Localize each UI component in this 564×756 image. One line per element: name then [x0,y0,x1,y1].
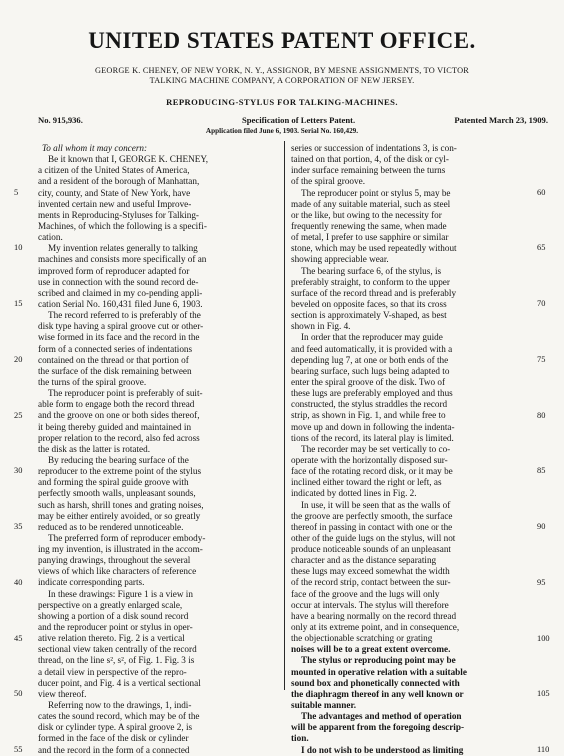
line-number: 100 [537,633,550,643]
text-line: use in connection with the sound record de- [38,276,199,287]
text-line: will be apparent from the foregoing descrip- [291,722,465,733]
text-line: the diaphragm thereof in any well known or [291,688,464,699]
text-line: My invention relates generally to talking [48,243,198,254]
text-line: suitable manner. [291,700,357,711]
text-line: constructed, the stylus straddles the record [291,399,448,410]
text-line: mounted in operative relation with a suitable [291,666,467,677]
text-line: The reproducer point is preferably of suit- [48,388,203,399]
text-line: contained on the thread or that portion of [38,354,189,365]
text-line: and forming the spiral guide groove with [38,477,189,488]
text-line: The recorder may be set vertically to co- [301,443,451,454]
text-line: character and as the distance separating [291,555,437,566]
text-line: and the record in the form of a connected [38,744,190,755]
left-column [38,143,278,756]
text-line: other of the guide lugs on the stylus, will not [291,532,456,543]
text-line: able form to engage both the record thread [38,399,195,410]
text-line: or the like, but owing to the necessity for [291,209,442,220]
text-line: I do not wish to be understood as limiting [301,744,464,755]
text-line: of the record strip, contact between the sur- [291,577,451,588]
line-number: 95 [537,577,546,587]
text-line: made of any suitable material, such as steel [291,198,451,209]
text-line: In use, it will be seen that as the walls of [301,499,451,510]
text-line: To all whom it may concern: [42,143,148,153]
text-line: inclined either toward the right or left, as [291,477,442,488]
office-heading: UNITED STATES PATENT OFFICE. [88,28,476,53]
line-number: 60 [537,187,546,197]
text-line: In these drawings: Figure 1 is a view in [48,588,193,599]
text-line: tion. [291,733,309,744]
text-line: scribed and claimed in my co-pending appli- [38,287,203,298]
text-line: strip, as shown in Fig. 1, and while free to [291,410,446,421]
text-line: The preferred form of reproducer embody- [48,532,206,543]
text-line: cates the sound record, which may be of the [38,711,200,722]
text-line: Be it known that I, GEORGE K. CHENEY, [48,154,209,165]
line-number: 75 [537,354,546,364]
text-line: the disk as the latter is rotated. [38,443,151,454]
text-line: and the groove on one or both sides thereof, [38,410,200,421]
assignment-line: GEORGE K. CHENEY, OF NEW YORK, N. Y., ASSIGNOR, BY MESNE ASSIGNMENTS, TO VICTOR [94,66,470,75]
line-number: 65 [537,243,546,253]
text-line: frequently renewing the same, when made [291,220,447,231]
text-line: the turns of the spiral groove. [38,376,147,387]
assignment-line: TALKING MACHINE COMPANY, A CORPORATION OF NEW JERSEY. [149,76,415,85]
text-line: thread, on the line s², s², of Fig. 1. Fig. 3 is [38,655,195,666]
text-line: views of which like characters of reference [38,566,197,577]
text-line: reproducer to the extreme point of the stylus [38,466,202,477]
text-line: such as harsh, shrill tones and grating noises, [38,499,204,510]
text-line: of metal, I prefer to use sapphire or similar [291,232,449,243]
text-line: The stylus or reproducing point may be [301,655,456,666]
text-line: The bearing surface 6, of the stylus, is [301,265,442,276]
line-number: 45 [14,633,23,643]
text-line: and feed automatically, it is provided with a [291,343,453,354]
text-line: tained on that portion, 4, of the disk or cyl- [291,154,449,165]
text-line: perspective on a greatly enlarged scale, [38,599,183,610]
line-number: 70 [537,299,546,309]
line-number: 50 [14,689,23,699]
specification-label: Specification of Letters Patent. [242,115,356,125]
text-line: face of the groove and the lugs will only [291,588,440,599]
patented-date: Patented March 23, 1909. [454,115,548,125]
application-filed-line: Application filed June 6, 1903. Serial No. 160,429. [205,127,359,135]
right-column [291,143,527,756]
text-line: cation Serial No. 160,431 filed June 6, 1903. [38,298,203,309]
text-line: sound box and phonetically connected with [291,677,460,688]
text-line: inder surface remaining between the turns [291,165,446,176]
line-number: 80 [537,410,546,420]
text-line: In order that the reproducer may guide [301,332,443,343]
text-line: ing my invention, is illustrated in the accom- [38,544,203,555]
text-line: bearing surface, such lugs being adapted to [291,365,450,376]
text-line: Machines, of which the following is a specifi- [38,220,207,231]
text-line: move up and down in following the indenta- [291,421,455,432]
text-line: ative relation thereto. Fig. 2 is a vertical [38,633,185,644]
text-line: preferably straight, to conform to the upper [291,276,450,287]
text-line: produce noticeable sounds of an unpleasant [291,544,451,555]
text-line: stone, which may be used repeatedly without [291,243,457,254]
line-number: 15 [14,299,23,309]
text-line: improved form of reproducer adapted for [38,265,190,276]
text-line: occur at intervals. The stylus will therefore [291,599,449,610]
text-line: disk or cylinder type. A spiral groove 2, is [38,722,193,733]
text-line: indicate corresponding parts. [38,577,145,588]
text-line: operate with the horizontally disposed sur- [291,454,448,465]
text-line: By reducing the bearing surface of the [48,454,189,465]
text-line: showing appreciable wear. [291,254,389,265]
line-number: 105 [537,689,550,699]
text-line: The advantages and method of operation [301,711,462,722]
text-line: sectional view taken centrally of the record [38,644,197,655]
line-number: 55 [14,745,23,755]
text-line: only at its extreme point, and in consequence, [291,622,460,633]
text-line: a detail view in perspective of the repro- [38,666,187,677]
text-line: enter the spiral groove of the disk. Two of [291,376,446,387]
text-line: noises will be to a great extent overcome. [291,644,451,655]
text-line: series or succession of indentations 3, is con- [291,143,457,153]
line-number: 30 [14,466,23,476]
text-line: invented certain new and useful Improve- [38,198,192,209]
text-line: the groove are perfectly smooth, the surface [291,510,453,521]
text-line: these lugs are preferably employed and thus [291,388,453,399]
text-line: view thereof. [38,688,87,699]
text-line: perfectly smooth walls, unpleasant sounds, [38,488,196,499]
assignment-statement [14,66,550,86]
line-number: 10 [14,243,23,253]
text-line: indicated by dotted lines in Fig. 2. [291,488,417,499]
text-line: form of a connected series of indentations [38,343,193,354]
text-line: Referring now to the drawings, 1, indi- [48,700,192,711]
line-number: 110 [537,745,550,755]
line-number: 40 [14,577,23,587]
line-number: 20 [14,354,23,364]
text-line: showing a portion of a disk sound record [38,610,189,621]
patent-number: No. 915,936. [38,115,83,125]
text-line: shown in Fig. 4. [291,321,351,332]
text-line: cation. [38,232,63,243]
text-line: and a resident of the borough of Manhattan, [38,176,200,187]
text-line: ments in Reproducing-Styluses for Talking- [38,209,199,220]
text-line: section is approximately V-shaped, as best [291,310,447,321]
text-line: The reproducer point or stylus 5, may be [301,187,451,198]
text-line: have a bearing normally on the record thread [291,610,457,621]
text-line: of the spiral groove. [291,176,365,187]
text-line: beveled on opposite faces, so that its cross [291,298,447,309]
text-line: the surface of the disk remaining between [38,365,192,376]
text-line: reduced as to be rendered unnoticeable. [38,521,184,532]
column-divider [284,141,285,690]
text-line: machines and consists more specifically of an [38,254,207,265]
patent-meta-line [38,115,548,127]
text-line: city, county, and State of New York, have [38,187,191,198]
text-line: tions of the record, its lateral play is limited. [291,432,454,443]
invention-title: REPRODUCING-STYLUS FOR TALKING-MACHINES. [166,97,398,107]
text-line: proper relation to the record, also fed across [38,432,200,443]
text-line: the objectionable scratching or grating [291,633,433,644]
text-line: The record referred to is preferably of the [48,310,201,321]
text-line: face of the rotating record disk, or it may be [291,466,453,477]
text-line: surface of the record thread and is preferably [291,287,457,298]
text-line: a citizen of the United States of America, [38,165,190,176]
text-line: ducer point, and Fig. 4 is a vertical sectional [38,677,201,688]
text-line: it being thereby guided and maintained in [38,421,192,432]
text-line: disk type having a spiral groove cut or other- [38,321,204,332]
text-line: formed in the face of the disk or cylinder [38,733,189,744]
text-line: thereof in passing in contact with one or the [291,521,453,532]
text-line: panying drawings, throughout the several [38,555,191,566]
text-line: wise formed in its face and the record in the [38,332,200,343]
line-number: 85 [537,466,546,476]
text-line: may be either entirely avoided, or so greatly [38,510,201,521]
line-number: 90 [537,522,546,532]
text-line: depending lug 7, at one or both ends of the [291,354,449,365]
line-number: 25 [14,410,23,420]
line-number: 35 [14,522,23,532]
text-line: and the reproducer point or stylus in oper- [38,622,193,633]
text-line: these lugs may exceed somewhat the width [291,566,450,577]
line-number: 5 [14,187,19,197]
